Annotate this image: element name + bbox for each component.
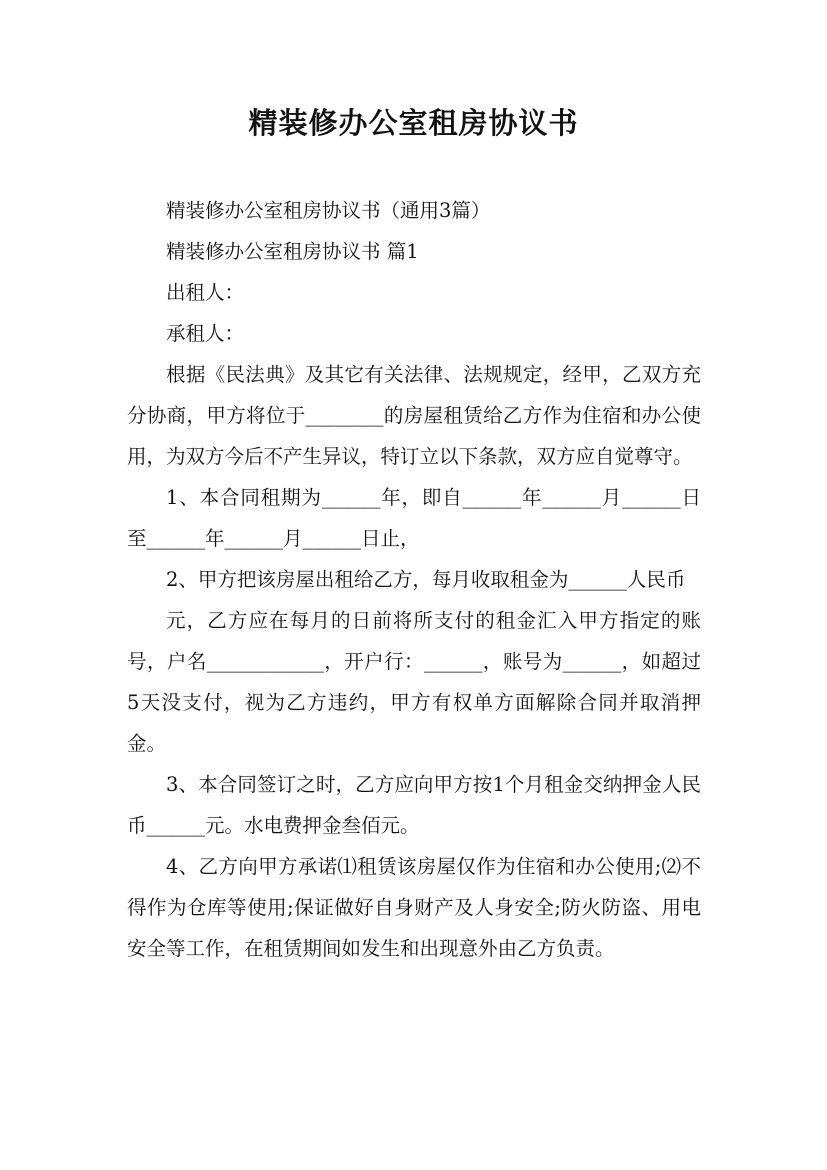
paragraph-series-heading: 精装修办公室租房协议书（通用3篇） (166, 199, 491, 222)
document-body (127, 190, 701, 969)
paragraph-lessor: 出租人： (166, 281, 245, 304)
paragraph-clause-3: 3、本合同签订之时，乙方应向甲方按1个月租金交纳押金人民币______元。水电费押金叁佰元。 (127, 773, 701, 837)
document-title: 精装修办公室租房协议书 (248, 106, 579, 140)
paragraph-lessee: 承租人： (166, 322, 245, 345)
paragraph-clause-1: 1、本合同租期为______年，即自______年______月______日至______年______月______日止， (127, 486, 701, 550)
paragraph-clause-2: 2、甲方把该房屋出租给乙方，每月收取租金为______人民币 (166, 568, 686, 591)
paragraph-article-heading: 精装修办公室租房协议书 篇1 (166, 240, 419, 263)
paragraph-clause-2-continued: 元，乙方应在每月的日前将所支付的租金汇入甲方指定的账号，户名____________，开户行：______，账号为______，如超过5天没支付，视为乙方违约，甲方有权单方面解除合同并取消押金。 (127, 609, 701, 755)
paragraph-preamble: 根据《民法典》及其它有关法律、法规规定，经甲，乙双方充分协商，甲方将位于________的房屋租赁给乙方作为住宿和办公使用，为双方今后不产生异议，特订立以下条款，双方应自觉尊守。 (127, 363, 701, 468)
paragraph-clause-4: 4、乙方向甲方承诺⑴租赁该房屋仅作为住宿和办公使用;⑵不得作为仓库等使用;保证做好自身财产及人身安全;防火防盗、用电安全等工作，在租赁期间如发生和出现意外由乙方负责。 (127, 855, 701, 960)
